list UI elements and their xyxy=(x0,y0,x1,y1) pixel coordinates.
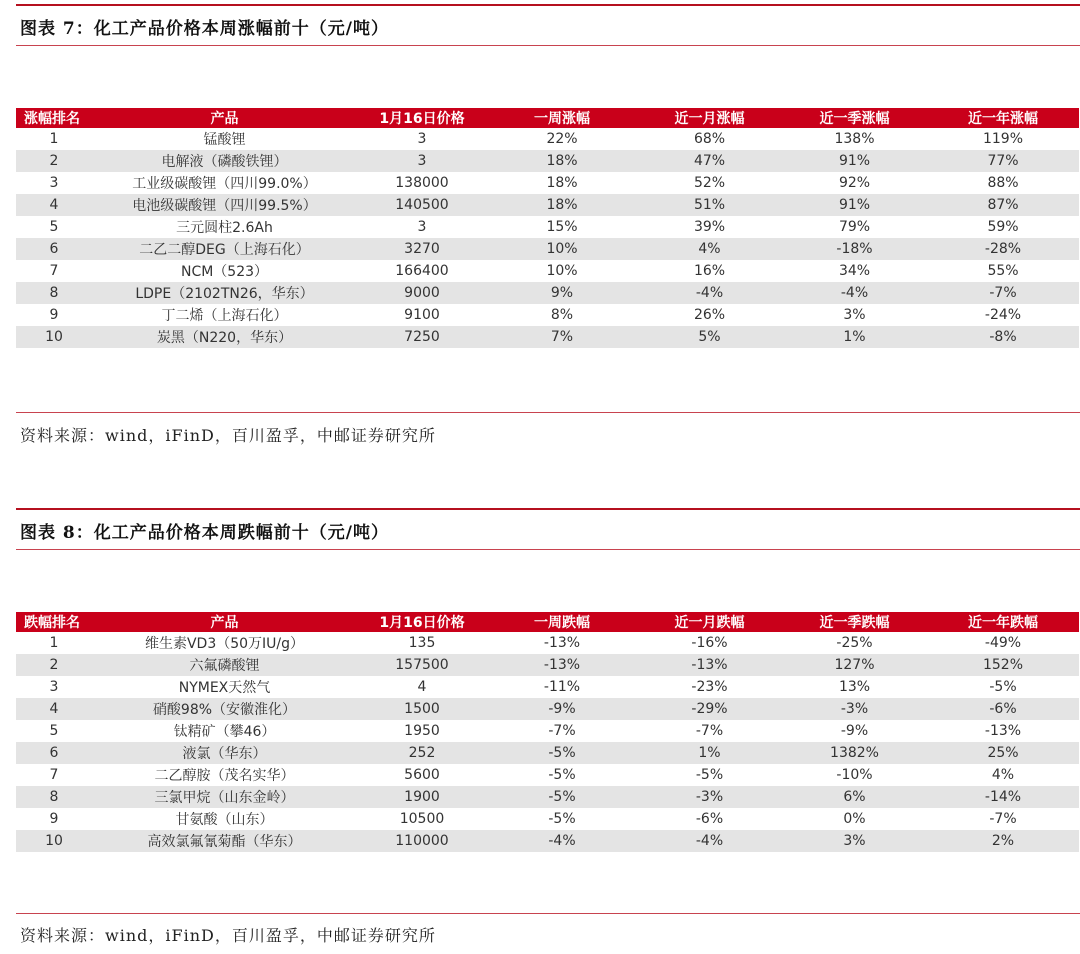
table-row xyxy=(16,808,1079,830)
top-rule xyxy=(16,4,1080,6)
table-cell: 25% xyxy=(927,742,1079,764)
table-cell: 10 xyxy=(16,830,92,852)
table-row xyxy=(16,676,1079,698)
table-cell: 甘氨酸（山东） xyxy=(175,812,274,828)
header-row xyxy=(16,108,1079,128)
table-cell: -6% xyxy=(927,698,1079,720)
table-cell: 3 xyxy=(417,131,427,147)
top-rule xyxy=(16,508,1080,510)
table-cell: 47% xyxy=(637,150,782,172)
table-cell: 3 xyxy=(417,219,427,235)
table-cell: 高效氯氟氰菊酯（华东） xyxy=(92,830,357,852)
source-note: 资料来源：wind，iFinD，百川盈孚，中邮证券研究所 xyxy=(20,926,436,945)
table-cell: 3 xyxy=(49,679,59,695)
table-cell: 5600 xyxy=(404,767,440,783)
table-cell: 91% xyxy=(782,194,927,216)
table-cell: -4% xyxy=(487,830,637,852)
table-cell: 79% xyxy=(838,219,871,235)
table-cell: 252 xyxy=(357,742,487,764)
table-row xyxy=(16,304,1079,326)
table-row xyxy=(16,654,1079,676)
table-cell: 电池级碳酸锂（四川99.5%） xyxy=(92,194,357,216)
table-cell: 钛精矿（攀46） xyxy=(173,724,276,740)
table-cell: -23% xyxy=(691,679,728,695)
table-cell: 135 xyxy=(408,635,436,651)
source-note: 资料来源：wind，iFinD，百川盈孚，中邮证券研究所 xyxy=(20,426,436,445)
table-cell: 2 xyxy=(16,150,92,172)
table-cell: 15% xyxy=(546,219,578,235)
table-cell: -16% xyxy=(691,635,728,651)
table-cell: 1% xyxy=(637,742,782,764)
table-cell: -5% xyxy=(989,679,1017,695)
table-cell: -11% xyxy=(543,679,581,695)
table-cell: -5% xyxy=(695,767,724,783)
table-cell: 13% xyxy=(838,679,871,695)
table-cell: -9% xyxy=(840,723,869,739)
table-cell: 88% xyxy=(987,175,1019,191)
table-cell: 59% xyxy=(987,219,1019,235)
table-cell: 4 xyxy=(16,194,92,216)
table-cell: 166400 xyxy=(395,263,449,279)
table-cell: -5% xyxy=(487,786,637,808)
table-cell: 18% xyxy=(487,194,637,216)
table-cell: 4 xyxy=(417,679,427,695)
table-cell: 5% xyxy=(637,326,782,348)
column-header: 近一年跌幅 xyxy=(927,612,1079,632)
table-cell: 3% xyxy=(782,830,927,852)
table-cell: -5% xyxy=(548,767,576,783)
table-cell: -18% xyxy=(782,238,927,260)
table-cell: 3% xyxy=(843,307,866,323)
table-cell: 1 xyxy=(49,635,59,651)
table-cell: 1950 xyxy=(404,723,440,739)
table-cell: -10% xyxy=(836,767,873,783)
table-cell: 1500 xyxy=(357,698,487,720)
gainers-table xyxy=(16,108,1079,348)
table-cell: -7% xyxy=(927,282,1079,304)
table-row xyxy=(16,764,1079,786)
column-header: 跌幅排名 xyxy=(16,612,92,632)
table-row xyxy=(16,216,1079,238)
table-cell: 7% xyxy=(487,326,637,348)
figure-caption: 图表 7：化工产品价格本周涨幅前十（元/吨） xyxy=(20,19,389,39)
table-cell: 7250 xyxy=(357,326,487,348)
table-cell: 7 xyxy=(49,767,59,783)
table-cell: 26% xyxy=(693,307,726,323)
table-cell: 9 xyxy=(49,307,59,323)
table-cell: -9% xyxy=(487,698,637,720)
column-header: 产品 xyxy=(92,612,357,632)
table-cell: 4 xyxy=(16,698,92,720)
column-header: 近一季涨幅 xyxy=(782,108,927,128)
table-cell: 1382% xyxy=(782,742,927,764)
table-cell: -29% xyxy=(637,698,782,720)
table-cell: 18% xyxy=(487,150,637,172)
table-cell: NCM（523） xyxy=(180,264,269,280)
table-cell: 10500 xyxy=(399,811,445,827)
table-cell: -24% xyxy=(984,307,1022,323)
column-header: 1月16日价格 xyxy=(357,612,487,632)
table-cell: 10% xyxy=(487,238,637,260)
column-header: 1月16日价格 xyxy=(357,108,487,128)
table-cell: 9 xyxy=(49,811,59,827)
table-cell: 6% xyxy=(782,786,927,808)
table-cell: 1900 xyxy=(357,786,487,808)
table-cell: -5% xyxy=(487,742,637,764)
column-header: 一周跌幅 xyxy=(487,612,637,632)
column-header: 近一月跌幅 xyxy=(637,612,782,632)
table-cell: 电解液（磷酸铁锂） xyxy=(92,150,357,172)
table-cell: 9000 xyxy=(357,282,487,304)
table-cell: -13% xyxy=(543,635,581,651)
table-cell: -28% xyxy=(927,238,1079,260)
header-row xyxy=(16,612,1079,632)
table-cell: 硝酸98%（安徽淮化） xyxy=(92,698,357,720)
table-cell: 丁二烯（上海石化） xyxy=(161,308,288,324)
table-cell: -4% xyxy=(637,830,782,852)
table-cell: 10% xyxy=(546,263,578,279)
column-header: 近一月涨幅 xyxy=(637,108,782,128)
table-cell: 4% xyxy=(637,238,782,260)
losers-table xyxy=(16,612,1079,852)
table-cell: 8 xyxy=(16,282,92,304)
table-row xyxy=(16,326,1079,348)
table-cell: 138% xyxy=(834,131,875,147)
table-cell: 110000 xyxy=(357,830,487,852)
table-cell: 6 xyxy=(16,742,92,764)
table-cell: 三元圆柱2.6Ah xyxy=(176,220,273,236)
table-cell: -13% xyxy=(637,654,782,676)
table-cell: 77% xyxy=(927,150,1079,172)
table-cell: 152% xyxy=(927,654,1079,676)
table-cell: 二乙醇胺（茂名实华） xyxy=(154,768,295,784)
table-row xyxy=(16,238,1079,260)
table-cell: 8% xyxy=(550,307,574,323)
table-cell: 炭黑（N220，华东） xyxy=(92,326,357,348)
table-cell: -4% xyxy=(782,282,927,304)
table-cell: -3% xyxy=(782,698,927,720)
table-row xyxy=(16,150,1079,172)
table-cell: 1% xyxy=(782,326,927,348)
table-row xyxy=(16,742,1079,764)
table-cell: 4% xyxy=(991,767,1015,783)
table-cell: -13% xyxy=(487,654,637,676)
table-row xyxy=(16,698,1079,720)
table-row xyxy=(16,786,1079,808)
table-cell: 119% xyxy=(982,131,1024,147)
table-cell: -6% xyxy=(695,811,724,827)
table-cell: 3 xyxy=(357,150,487,172)
table-cell: 68% xyxy=(693,131,726,147)
table-cell: 138000 xyxy=(395,175,449,191)
table-cell: NYMEX天然气 xyxy=(178,680,271,696)
column-header: 近一季跌幅 xyxy=(782,612,927,632)
table-cell: 16% xyxy=(693,263,726,279)
source-rule xyxy=(16,412,1080,413)
table-cell: 140500 xyxy=(357,194,487,216)
table-row xyxy=(16,282,1079,304)
table-row xyxy=(16,830,1079,852)
table-cell: -25% xyxy=(836,635,873,651)
column-header: 近一年涨幅 xyxy=(927,108,1079,128)
table-cell: 8 xyxy=(16,786,92,808)
table-cell: 9% xyxy=(487,282,637,304)
column-header: 产品 xyxy=(92,108,357,128)
table-row xyxy=(16,720,1079,742)
table-cell: 52% xyxy=(693,175,726,191)
table-cell: LDPE（2102TN26，华东） xyxy=(92,282,357,304)
table-cell: 92% xyxy=(838,175,871,191)
table-row xyxy=(16,260,1079,282)
table-cell: 5 xyxy=(49,723,59,739)
table-cell: -8% xyxy=(927,326,1079,348)
table-cell: 91% xyxy=(782,150,927,172)
table-cell: 34% xyxy=(838,263,871,279)
table-cell: 3270 xyxy=(357,238,487,260)
table-cell: -13% xyxy=(984,723,1022,739)
table-cell: 2 xyxy=(16,654,92,676)
table-cell: 157500 xyxy=(357,654,487,676)
table-cell: -7% xyxy=(695,723,724,739)
caption-rule xyxy=(16,549,1080,550)
table-cell: 6 xyxy=(16,238,92,260)
table-cell: -7% xyxy=(989,811,1017,827)
source-rule xyxy=(16,913,1080,914)
column-header: 一周涨幅 xyxy=(487,108,637,128)
table-cell: 工业级碳酸锂（四川99.0%） xyxy=(132,176,317,192)
table-cell: 18% xyxy=(546,175,578,191)
table-cell: 0% xyxy=(843,811,866,827)
table-cell: -49% xyxy=(984,635,1022,651)
table-cell: 2% xyxy=(927,830,1079,852)
table-cell: 10 xyxy=(16,326,92,348)
table-cell: 7 xyxy=(49,263,59,279)
table-row xyxy=(16,172,1079,194)
figure-caption: 图表 8：化工产品价格本周跌幅前十（元/吨） xyxy=(20,523,389,543)
table-cell: 六氟磷酸锂 xyxy=(92,654,357,676)
table-cell: 22% xyxy=(546,131,578,147)
table-cell: -14% xyxy=(927,786,1079,808)
table-cell: 127% xyxy=(782,654,927,676)
table-cell: 1 xyxy=(49,131,59,147)
table-cell: 液氯（华东） xyxy=(92,742,357,764)
table-cell: 39% xyxy=(693,219,726,235)
table-cell: 3 xyxy=(49,175,59,191)
table-cell: 三氯甲烷（山东金岭） xyxy=(92,786,357,808)
table-cell: 51% xyxy=(637,194,782,216)
table-cell: 9100 xyxy=(404,307,440,323)
table-cell: -3% xyxy=(637,786,782,808)
table-cell: -7% xyxy=(548,723,576,739)
table-cell: 锰酸锂 xyxy=(203,132,246,148)
table-cell: -5% xyxy=(548,811,576,827)
table-row xyxy=(16,632,1079,654)
table-cell: 55% xyxy=(987,263,1019,279)
table-cell: 维生素VD3（50万IU/g） xyxy=(144,636,305,652)
column-header: 涨幅排名 xyxy=(16,108,92,128)
caption-rule xyxy=(16,45,1080,46)
table-cell: 87% xyxy=(927,194,1079,216)
table-row xyxy=(16,194,1079,216)
table-cell: 二乙二醇DEG（上海石化） xyxy=(92,238,357,260)
table-cell: -4% xyxy=(637,282,782,304)
table-cell: 5 xyxy=(49,219,59,235)
table-row xyxy=(16,128,1079,150)
